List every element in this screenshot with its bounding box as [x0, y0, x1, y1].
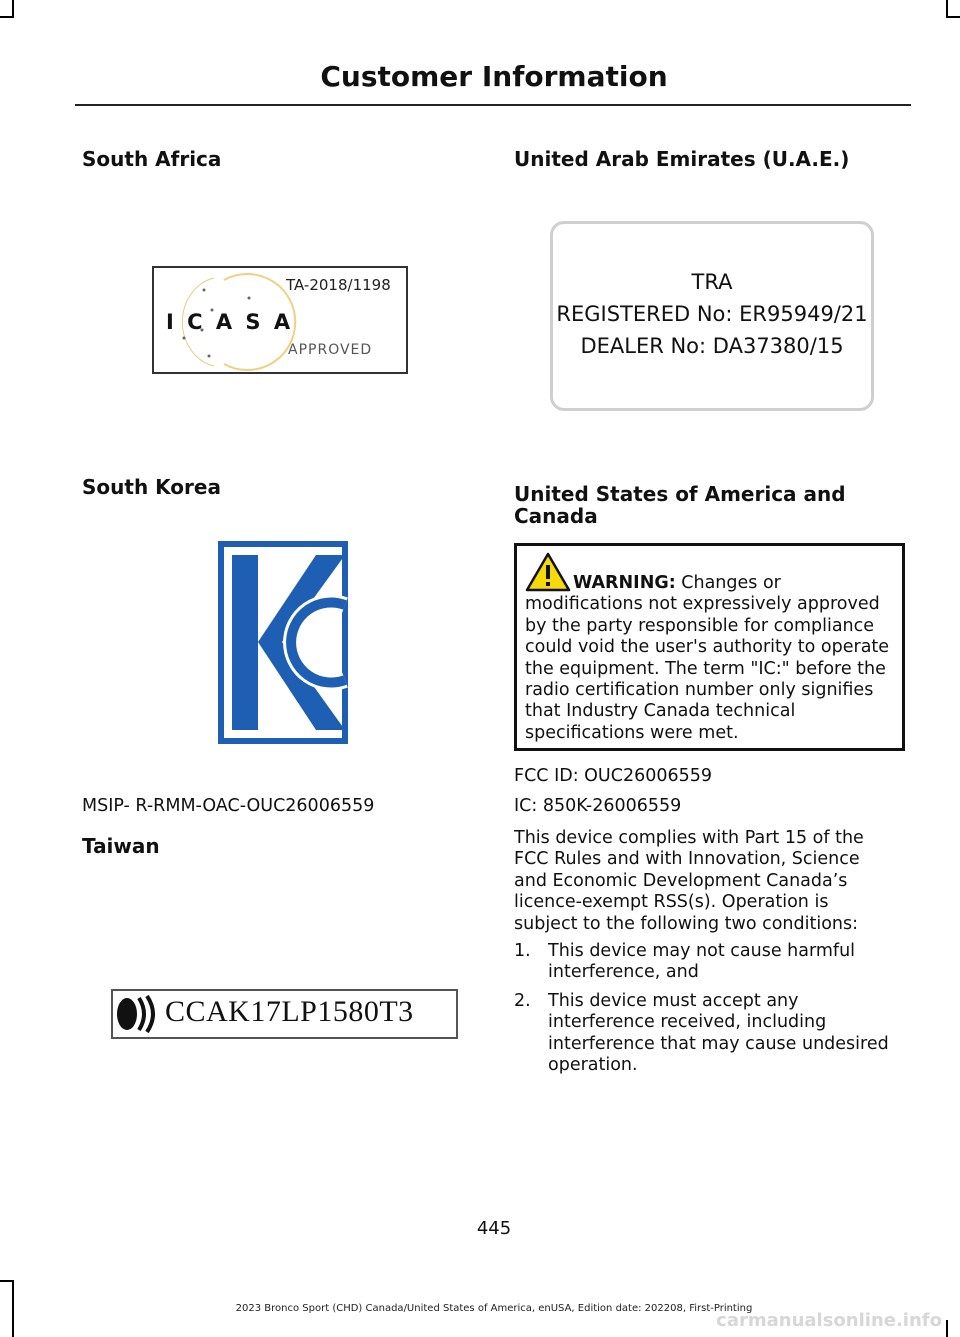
kc-mark-icon — [218, 541, 348, 744]
ncc-wave-icon — [115, 992, 163, 1036]
warning-box — [514, 543, 905, 751]
icasa-letters: I C A S A — [166, 310, 294, 334]
condition-number: 1. — [514, 941, 531, 961]
warning-body: Changes or modifications not expressively approved by the party responsible for compliance could void the user's authority to operate the equipment. The term "IC:" before the radio certification number only signifies that Industry Canada technical specifications were met. — [525, 573, 890, 743]
icasa-status: APPROVED — [288, 342, 373, 358]
fcc-id: FCC ID: OUC26006559 — [514, 766, 713, 786]
msip-code: MSIP- R-RMM-OAC-OUC26006559 — [82, 796, 375, 816]
taiwan-code: CCAK17LP1580T3 — [165, 995, 414, 1028]
compliance-statement: This device complies with Part 15 of the FCC Rules and with Innovation, Science and Economic Development Canada’s licence-exempt RSS(s). Operation is subject to the following two conditions: — [514, 828, 864, 934]
crop-mark-bottom-right — [946, 1320, 948, 1337]
tra-registration-label — [550, 221, 874, 411]
crop-mark-bottom-left — [0, 1280, 14, 1282]
watermark: carmanualsonline.info — [716, 1310, 942, 1331]
taiwan-ncc-label — [111, 989, 458, 1039]
page-title: Customer Information — [320, 60, 668, 93]
footer-edition: 2023 Bronco Sport (CHD) Canada/United States of America, enUSA, Edition date: 202208, First-Printing — [235, 1303, 753, 1314]
warning-label: WARNING: — [573, 573, 676, 593]
tra-title: TRA — [691, 270, 733, 294]
condition-number: 2. — [514, 991, 531, 1011]
crop-mark-top-left — [0, 16, 14, 18]
tra-dealer-no: DEALER No: DA37380/15 — [580, 334, 844, 358]
condition-text: This device must accept any interference received, including interference that may cause undesired operation. — [548, 991, 889, 1076]
heading-usa-canada: United States of America and Canada — [514, 482, 846, 528]
icasa-approval-logo — [152, 266, 408, 374]
ic-number: IC: 850K-26006559 — [514, 796, 682, 816]
heading-uae: United Arab Emirates (U.A.E.) — [514, 147, 850, 171]
header-divider — [75, 104, 911, 106]
warning-text — [525, 573, 899, 744]
tra-registered-no: REGISTERED No: ER95949/21 — [556, 302, 868, 326]
heading-south-africa: South Africa — [82, 147, 222, 171]
page-number: 445 — [476, 1218, 512, 1239]
heading-taiwan: Taiwan — [82, 834, 160, 858]
crop-mark-top-right — [946, 16, 960, 18]
heading-south-korea: South Korea — [82, 475, 221, 499]
icasa-code: TA-2018/1198 — [286, 276, 391, 294]
condition-text: This device may not cause harmful interference, and — [548, 941, 856, 983]
